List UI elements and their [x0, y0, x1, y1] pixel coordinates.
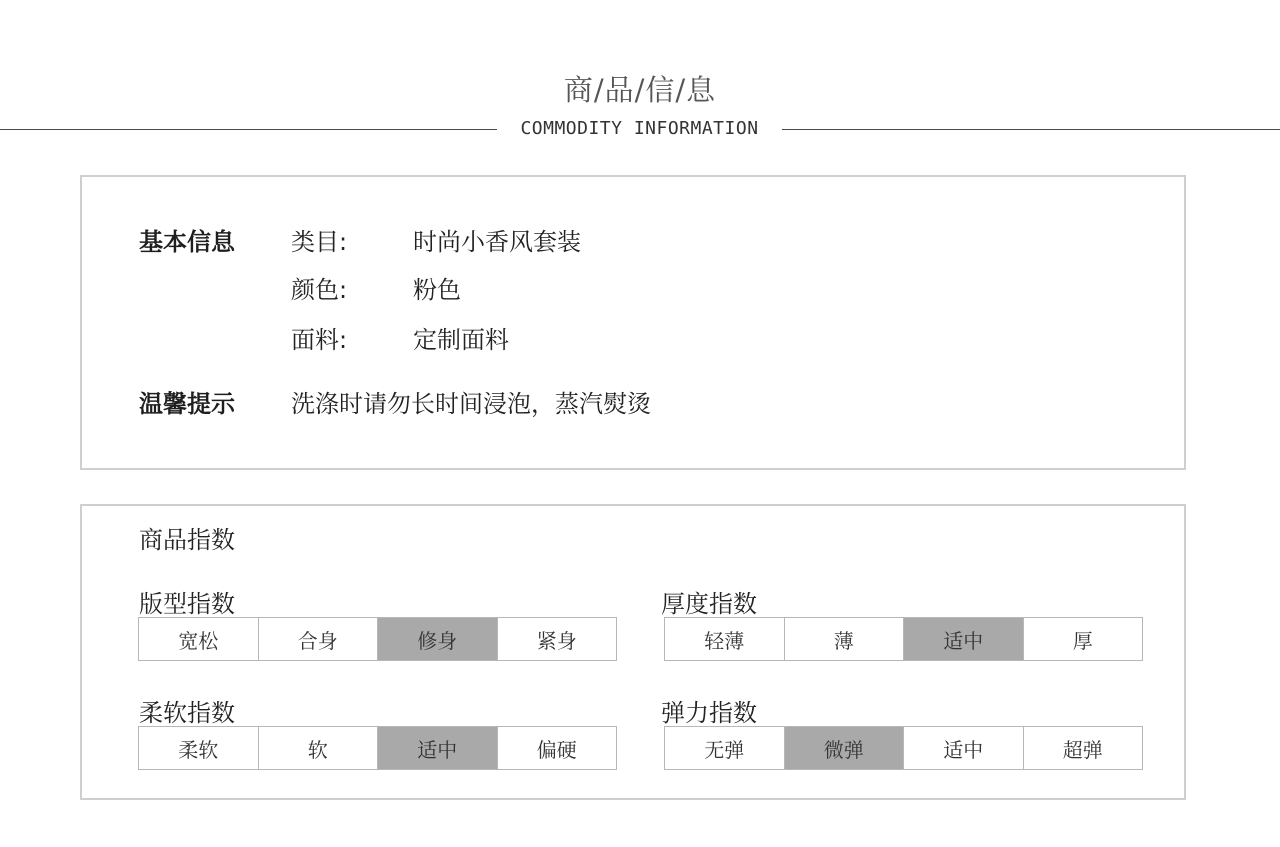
- fit-index-scale: [138, 617, 617, 661]
- fabric-value: 定制面料: [413, 326, 509, 354]
- fabric-label: 面料:: [291, 326, 348, 354]
- page-title: 商/品/信/息: [563, 73, 717, 107]
- elasticity-option: 适中: [903, 727, 1023, 769]
- thickness-option: 轻薄: [665, 618, 784, 660]
- tips-label: 温馨提示: [139, 390, 235, 418]
- thickness-option: 适中: [903, 618, 1023, 660]
- color-label: 颜色:: [291, 276, 348, 304]
- softness-index-scale: [138, 726, 617, 770]
- header-divider-left: [0, 129, 497, 130]
- softness-option: 软: [258, 727, 378, 769]
- fit-option: 修身: [377, 618, 497, 660]
- page-subtitle: COMMODITY INFORMATION: [520, 118, 759, 139]
- thickness-index-label: 厚度指数: [661, 590, 757, 618]
- softness-option: 偏硬: [497, 727, 617, 769]
- product-index-title: 商品指数: [139, 526, 235, 554]
- header-divider-right: [782, 129, 1280, 130]
- elasticity-index-scale: [664, 726, 1143, 770]
- tips-text: 洗涤时请勿长时间浸泡，蒸汽熨烫: [291, 390, 651, 418]
- elasticity-option: 无弹: [665, 727, 784, 769]
- category-value: 时尚小香风套装: [413, 228, 581, 256]
- thickness-option: 薄: [784, 618, 904, 660]
- softness-option: 适中: [377, 727, 497, 769]
- thickness-index-scale: [664, 617, 1143, 661]
- fit-option: 宽松: [139, 618, 258, 660]
- fit-index-label: 版型指数: [139, 590, 235, 618]
- color-value: 粉色: [413, 276, 461, 304]
- softness-index-label: 柔软指数: [139, 699, 235, 727]
- elasticity-option: 超弹: [1023, 727, 1143, 769]
- fit-option: 合身: [258, 618, 378, 660]
- basic-info-panel: [80, 175, 1186, 470]
- fit-option: 紧身: [497, 618, 617, 660]
- basic-info-label: 基本信息: [139, 228, 235, 256]
- elasticity-option: 微弹: [784, 727, 904, 769]
- category-label: 类目:: [291, 228, 348, 256]
- elasticity-index-label: 弹力指数: [661, 699, 757, 727]
- thickness-option: 厚: [1023, 618, 1143, 660]
- softness-option: 柔软: [139, 727, 258, 769]
